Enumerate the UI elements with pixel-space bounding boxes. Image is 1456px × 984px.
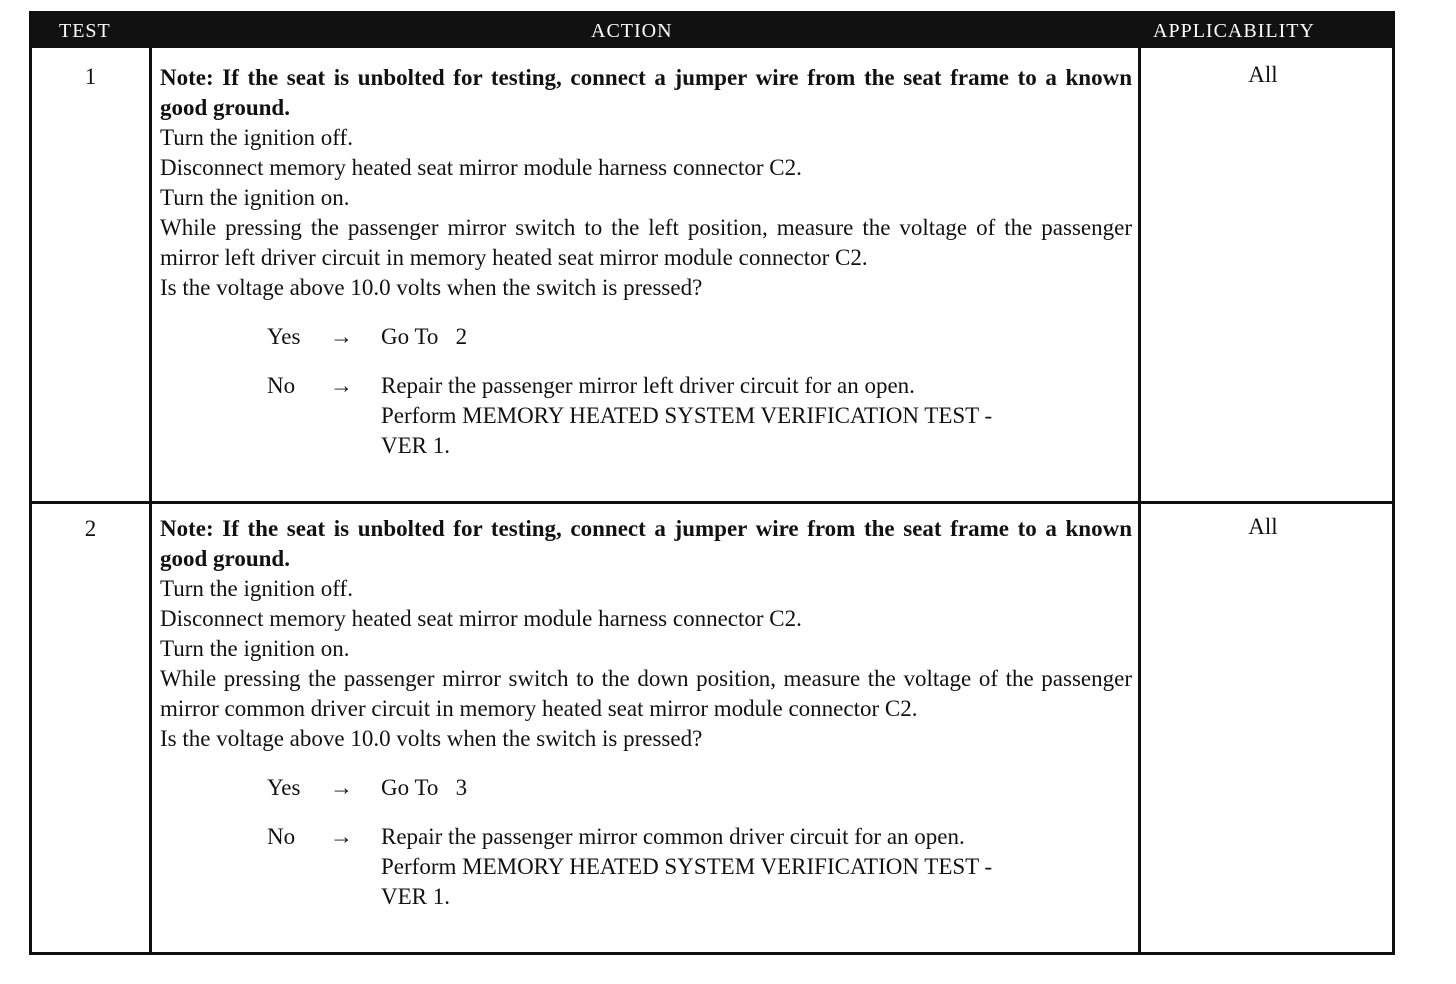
no-action-line: VER 1. xyxy=(381,433,450,458)
yes-label: Yes xyxy=(267,775,301,800)
arrow-icon: → xyxy=(330,324,353,349)
yes-action: Go To 3 xyxy=(381,775,468,800)
step-text: Disconnect memory heated seat mirror module harness connector C2. xyxy=(160,606,802,631)
row-divider xyxy=(32,501,1392,504)
yes-response xyxy=(160,773,1132,803)
no-label: No xyxy=(267,824,296,849)
note-text: Note: If the seat is unbolted for testing, connect a jumper wire from the seat frame to a known good ground. xyxy=(160,65,1132,120)
no-action-line: Perform MEMORY HEATED SYSTEM VERIFICATION TEST - xyxy=(381,403,993,428)
note-text: Note: If the seat is unbolted for testing, connect a jumper wire from the seat frame to a known good ground. xyxy=(160,516,1132,571)
applicability-value: All xyxy=(1248,62,1278,87)
no-response xyxy=(160,822,1132,912)
no-action-line: VER 1. xyxy=(381,884,450,909)
question-text: Is the voltage above 10.0 volts when the switch is pressed? xyxy=(160,726,703,751)
test-number: 1 xyxy=(84,64,97,89)
no-response xyxy=(160,371,1132,461)
no-action-line: Repair the passenger mirror left driver circuit for an open. xyxy=(381,373,915,398)
arrow-icon: → xyxy=(330,775,353,800)
yes-action: Go To 2 xyxy=(381,324,468,349)
yes-response xyxy=(160,322,1132,352)
question-text: Is the voltage above 10.0 volts when the switch is pressed? xyxy=(160,275,703,300)
step-text: While pressing the passenger mirror switch to the left position, measure the voltage of the passenger mirror left driver circuit in memory heated seat mirror module connector C2. xyxy=(160,215,1132,270)
step-text: Turn the ignition on. xyxy=(160,185,350,210)
step-text: Turn the ignition off. xyxy=(160,576,353,601)
step-text: While pressing the passenger mirror switch to the down position, measure the voltage of the passenger mirror common driver circuit in memory heated seat mirror module connector C2. xyxy=(160,666,1132,721)
no-action-line: Perform MEMORY HEATED SYSTEM VERIFICATION TEST - xyxy=(381,854,993,879)
arrow-icon: → xyxy=(330,824,353,849)
header-applicability: APPLICABILITY xyxy=(1153,20,1315,42)
step-text: Turn the ignition off. xyxy=(160,125,353,150)
column-divider xyxy=(149,48,152,952)
action-cell xyxy=(160,63,1132,461)
yes-label: Yes xyxy=(267,324,301,349)
column-divider xyxy=(1138,48,1141,952)
diagnostic-table xyxy=(29,11,1395,955)
step-text: Turn the ignition on. xyxy=(160,636,350,661)
table-header xyxy=(32,14,1392,48)
action-cell xyxy=(160,514,1132,912)
header-test: TEST xyxy=(59,20,111,42)
no-action-line: Repair the passenger mirror common driver circuit for an open. xyxy=(381,824,965,849)
applicability-value: All xyxy=(1248,514,1278,539)
test-number: 2 xyxy=(84,516,97,541)
no-label: No xyxy=(267,373,296,398)
step-text: Disconnect memory heated seat mirror module harness connector C2. xyxy=(160,155,802,180)
arrow-icon: → xyxy=(330,373,353,398)
header-action: ACTION xyxy=(591,20,673,42)
